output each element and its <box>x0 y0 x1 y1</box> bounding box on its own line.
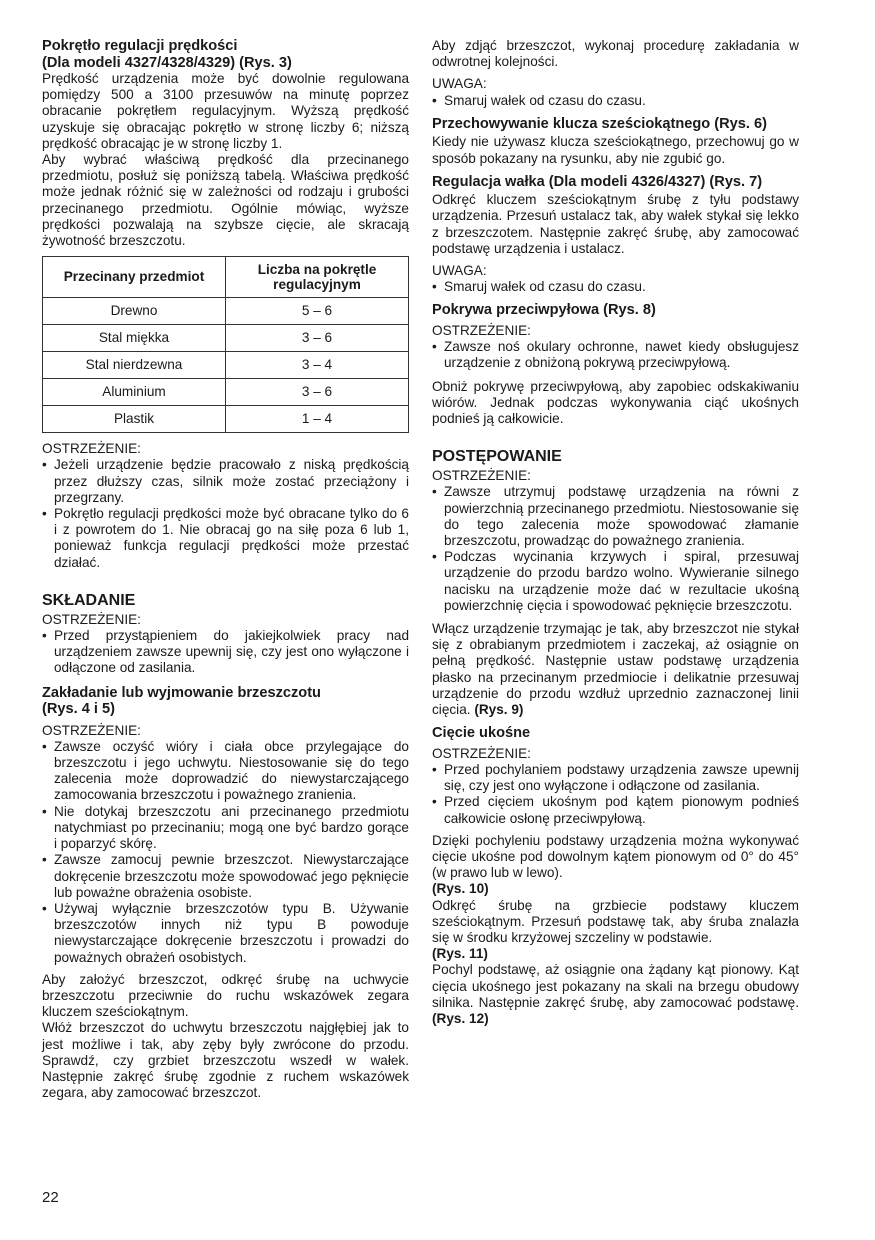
list-item: • Przed przystąpieniem do jakiejkolwiek pracy nad urządzeniem zawsze upewnij się, czy jest ono wyłączone i odłączone od zasilania. <box>42 628 409 677</box>
warning-label: OSTRZEŻENIE: <box>42 722 141 738</box>
table-cell: 1 – 4 <box>226 406 409 433</box>
list-item: • Zawsze zamocuj pewnie brzeszczot. Niewystarczające dokręcenie brzeszczotu może spowodować jego pęknięcie lub poważne obrażenia osobiste. <box>42 852 409 901</box>
list-item: • Smaruj wałek od czasu do czasu. <box>432 279 799 295</box>
warning-label: OSTRZEŻENIE: <box>432 745 531 761</box>
bevel-paragraph-3: Pochyl podstawę, aż osiągnie ona żądany kąt pionowy. Kąt cięcia ukośnego jest pokazany na skali na brzegu obudowy silnika. Następnie zakręć śrubę, aby zamocować podstawę. (Rys. 12) <box>432 962 799 1026</box>
table-row <box>43 298 409 325</box>
warning-list <box>432 484 799 614</box>
right-column <box>432 38 799 1027</box>
cover-paragraph: Obniż pokrywę przeciwpyłową, aby zapobiec odskakiwaniu wiórów. Jednak podczas wykonywania ciąć ukośnych podnieś ją całkowicie. <box>432 378 799 426</box>
warning-list <box>42 457 409 570</box>
note-list <box>432 279 799 295</box>
table-row <box>43 406 409 433</box>
warning-label: OSTRZEŻENIE: <box>42 441 141 457</box>
cover-heading: Pokrywa przeciwpyłowa (Rys. 8) <box>432 302 656 319</box>
table-header-row <box>43 257 409 298</box>
warning-list <box>42 739 409 966</box>
table-row <box>43 379 409 406</box>
table-row <box>43 325 409 352</box>
figure-ref: (Rys. 11) <box>432 946 488 962</box>
table-cell: 5 – 6 <box>226 298 409 325</box>
table-cell: Stal miękka <box>43 325 226 352</box>
list-item: • Nie dotykaj brzeszczotu ani przecinanego przedmiotu natychmiast po przecinaniu; mogą one być bardzo gorące i poparzyć skórę. <box>42 804 409 853</box>
bevel-paragraph-1: Dzięki pochyleniu podstawy urządzenia można wykonywać cięcie ukośne pod dowolnym kątem pionowym od 0° do 45° (w prawo lub w lewo). <box>432 832 799 881</box>
figure-ref: (Rys. 10) <box>432 881 489 897</box>
speed-table <box>42 256 409 433</box>
note-label: UWAGA: <box>432 76 487 92</box>
assembly-title: SKŁADANIE <box>42 591 136 609</box>
page-number: 22 <box>42 1189 59 1206</box>
speed-paragraph-2: Aby wybrać właściwą prędkość dla przecinanego przedmiotu, posłuż się poniższą tabelą. Właściwa prędkość może jednak różnić się w zależności od rodzaju i grubości przecinanego przedmiotu. Ogólnie mówiąc, wyższe prędkości pozwalają na szybsze cięcie, ale skracają żywotność brzeszczotu. <box>42 152 409 249</box>
note-label: UWAGA: <box>432 263 487 279</box>
warning-label: OSTRZEŻENIE: <box>432 322 531 338</box>
storage-paragraph: Kiedy nie używasz klucza sześciokątnego, przechowuj go w sposób pokazany na rysunku, aby nie zgubić go. <box>432 134 799 166</box>
figure-ref: (Rys. 9) <box>474 702 524 717</box>
list-item: • Przed pochylaniem podstawy urządzenia zawsze upewnij się, czy jest ono wyłączone i odłączone od zasilania. <box>432 762 799 794</box>
table-cell: 3 – 6 <box>226 325 409 352</box>
list-item: • Zawsze oczyść wióry i ciała obce przylegające do brzeszczotu i jego uchwytu. Niestosowanie się do tego zalecenia może doprowadzić do niewystarczającego zamocowania brzeszczotu i poważnego zranienia. <box>42 739 409 804</box>
warning-label: OSTRZEŻENIE: <box>42 611 141 627</box>
list-item: • Używaj wyłącznie brzeszczotów typu B. Używanie brzeszczotów innych niż typu B powoduje niewystarczające dokręcenie brzeszczotu i prowadzi do poważnych obrażeń osobistych. <box>42 901 409 966</box>
warning-label: OSTRZEŻENIE: <box>432 468 531 484</box>
roller-paragraph: Odkręć kluczem sześciokątnym śrubę z tyłu podstawy urządzenia. Przesuń ustalacz tak, aby wałek stykał się lekko z brzeszczotem. Następnie zakręć śrubę, aby zamocować podstawę urządzenia i ustalacz. <box>432 192 799 256</box>
list-item: • Jeżeli urządzenie będzie pracowało z niską prędkością przez dłuższy czas, silnik może zostać przeciążony i przegrzany. <box>42 457 409 506</box>
list-item: • Przed cięciem ukośnym pod kątem pionowym podnieś całkowicie osłonę przeciwpyłową. <box>432 794 799 826</box>
remove-blade-paragraph: Aby zdjąć brzeszczot, wykonaj procedurę zakładania w odwrotnej kolejności. <box>432 38 799 70</box>
roller-heading: Regulacja wałka (Dla modeli 4326/4327) (Rys. 7) <box>432 173 763 190</box>
table-row <box>43 352 409 379</box>
list-item: • Pokrętło regulacji prędkości może być obracane tylko do 6 i z powrotem do 1. Nie obracaj go na siłę poza 6 lub 1, ponieważ funkcja regulacji prędkości może przestać działać. <box>42 506 409 571</box>
table-cell: Drewno <box>43 298 226 325</box>
list-item: • Smaruj wałek od czasu do czasu. <box>432 93 799 109</box>
blade-paragraph-1: Aby założyć brzeszczot, odkręć śrubę na uchwycie brzeszczotu przeciwnie do ruchu wskazówek zegara kluczem sześciokątnym. <box>42 971 409 1020</box>
operation-paragraph: Włącz urządzenie trzymając je tak, aby brzeszczot nie stykał się z obrabianym przedmiotem i zaczekaj, aż osiągnie on pełną prędkość. Następnie ustaw podstawę urządzenia płasko na przecinanym przedmiocie i delikatnie przesuwaj urządzenie do przodu wzdłuż uprzednio zaznaczonej linii cięcia. (Rys. 9) <box>432 620 799 717</box>
blade-heading: Zakładanie lub wyjmowanie brzeszczotu (Rys. 4 i 5) <box>42 684 321 718</box>
bevel-paragraph-2: Odkręć śrubę na grzbiecie podstawy kluczem sześciokątnym. Przesuń podstawę tak, aby śruba znalazła się w środku krzyżowej szczeliny w podstawie. <box>432 897 799 945</box>
table-cell: Aluminium <box>43 379 226 406</box>
list-item: • Zawsze utrzymuj podstawę urządzenia na równi z powierzchnią przecinanego przedmiotu. Niestosowanie się do tego zalecenia może spowodować złamanie brzeszczotu, prowadząc do poważnego zranienia. <box>432 484 799 549</box>
table-header-material: Przecinany przedmiot <box>43 257 226 298</box>
operation-title: POSTĘPOWANIE <box>432 448 562 466</box>
table-cell: 3 – 6 <box>226 379 409 406</box>
list-item: • Podczas wycinania krzywych i spiral, przesuwaj urządzenie do przodu bardzo wolno. Wywieranie silnego nacisku na urządzenie może dać w rezultacie ukośną powierzchnię cięcia i spowodować pęknięcie brzeszczotu. <box>432 549 799 614</box>
note-list <box>432 93 799 109</box>
speed-paragraph-1: Prędkość urządzenia może być dowolnie regulowana pomiędzy 500 a 3100 przesuwów na minutę poprzez obracanie pokrętłem regulacyjnym. Wyższą prędkość uzyskuje się obracając pokrętło w stronę liczby 6; niższą prędkość obracając je w stronę liczby 1. <box>42 71 409 151</box>
storage-heading: Przechowywanie klucza sześciokątnego (Rys. 6) <box>432 115 767 132</box>
bevel-heading: Cięcie ukośne <box>432 725 531 742</box>
left-column <box>42 38 409 1101</box>
table-cell: 3 – 4 <box>226 352 409 379</box>
list-item: • Zawsze noś okulary ochronne, nawet kiedy obsługujesz urządzenie z obniżoną pokrywą przeciwpyłową. <box>432 339 799 371</box>
blade-paragraph-2: Włóż brzeszczot do uchwytu brzeszczotu najgłębiej jak to jest możliwe i tak, aby zęby były zwrócone do przodu. Sprawdź, czy grzbiet brzeszczotu wszedł w wałek. Następnie zakręć śrubę zgodnie z ruchem wskazówek zegara, aby zamocować brzeszczot. <box>42 1020 409 1101</box>
table-header-dial: Liczba na pokrętle regulacyjnym <box>226 257 409 298</box>
warning-list <box>432 762 799 827</box>
warning-list <box>42 628 409 677</box>
figure-ref: (Rys. 12) <box>432 1010 489 1026</box>
warning-list <box>432 339 799 371</box>
table-cell: Plastik <box>43 406 226 433</box>
speed-dial-heading: Pokrętło regulacji prędkości (Dla modeli 4327/4328/4329) (Rys. 3) <box>42 38 292 71</box>
table-cell: Stal nierdzewna <box>43 352 226 379</box>
